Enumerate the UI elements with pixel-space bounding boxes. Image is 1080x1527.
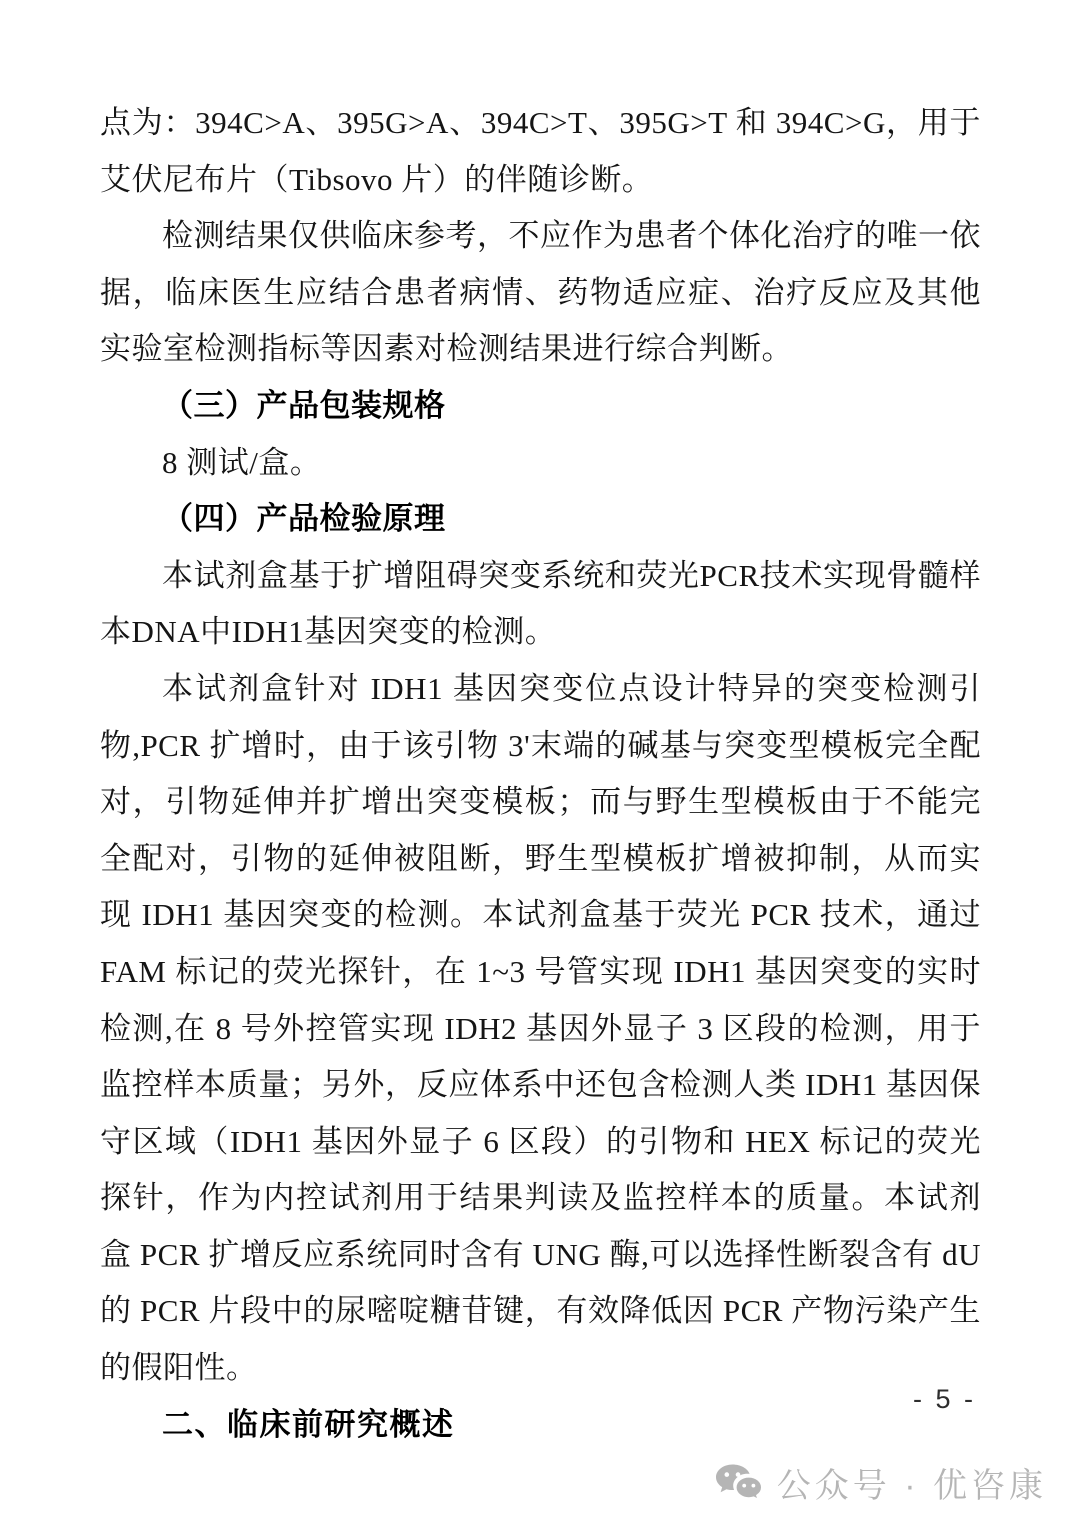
paragraph-tests-per-box: 8 测试/盒。 <box>162 444 322 480</box>
section-heading-packaging-spec: （三）产品包装规格 <box>162 387 446 423</box>
page-number: - 5 - <box>912 1384 976 1414</box>
document-body <box>100 95 981 1453</box>
paragraph-principle-detail: 本试剂盒针对 IDH1 基因突变位点设计特异的突变检测引物,PCR 扩增时，由于该引物 3'末端的碱基与突变型模板完全配对，引物延伸并扩增出突变模板；而与野生型模板由于不能完全配对，引物的延伸被阻断，野生型模板扩增被抑制，从而实现 IDH1 基因突变的检测。本试剂盒基于荧光 PCR 技术，通过 FAM 标记的荧光探针，在 1~3 号管实现 IDH1 基因突变的实时检测,在 8 号外控管实现 IDH2 基因外显子 3 区段的检测，用于监控样本质量；另外，反应体系中还包含检测人类 IDH1 基因保守区域（IDH1 基因外显子 6 区段）的引物和 HEX 标记的荧光探针，作为内控试剂用于结果判读及监控样本的质量。本试剂盒 PCR 扩增反应系统同时含有 UNG 酶,可以选择性断裂含有 dU 的 PCR 片段中的尿嘧啶糖苷键，有效降低因 PCR 产物污染产生的假阳性。 <box>100 670 981 1386</box>
section-heading-preclinical-research: 二、临床前研究概述 <box>162 1406 455 1442</box>
watermark-label: 公众号 · 优咨康 <box>776 1467 1047 1505</box>
watermark <box>714 1458 1047 1507</box>
section-heading-test-principle: （四）产品检验原理 <box>162 501 446 537</box>
paragraph-principle-overview: 本试剂盒基于扩增阻碍突变系统和荧光PCR技术实现骨髓样本DNA中IDH1基因突变的检测。 <box>100 557 981 650</box>
paragraph-diagnosis-sites: 点为：394C>A、395G>A、394C>T、395G>T 和 394C>G，用于艾伏尼布片（Tibsovo 片）的伴随诊断。 <box>100 105 981 197</box>
wechat-icon <box>714 1463 764 1503</box>
paragraph-clinical-reference: 检测结果仅供临床参考，不应作为患者个体化治疗的唯一依据，临床医生应结合患者病情、药物适应症、治疗反应及其他实验室检测指标等因素对检测结果进行综合判断。 <box>100 218 981 367</box>
